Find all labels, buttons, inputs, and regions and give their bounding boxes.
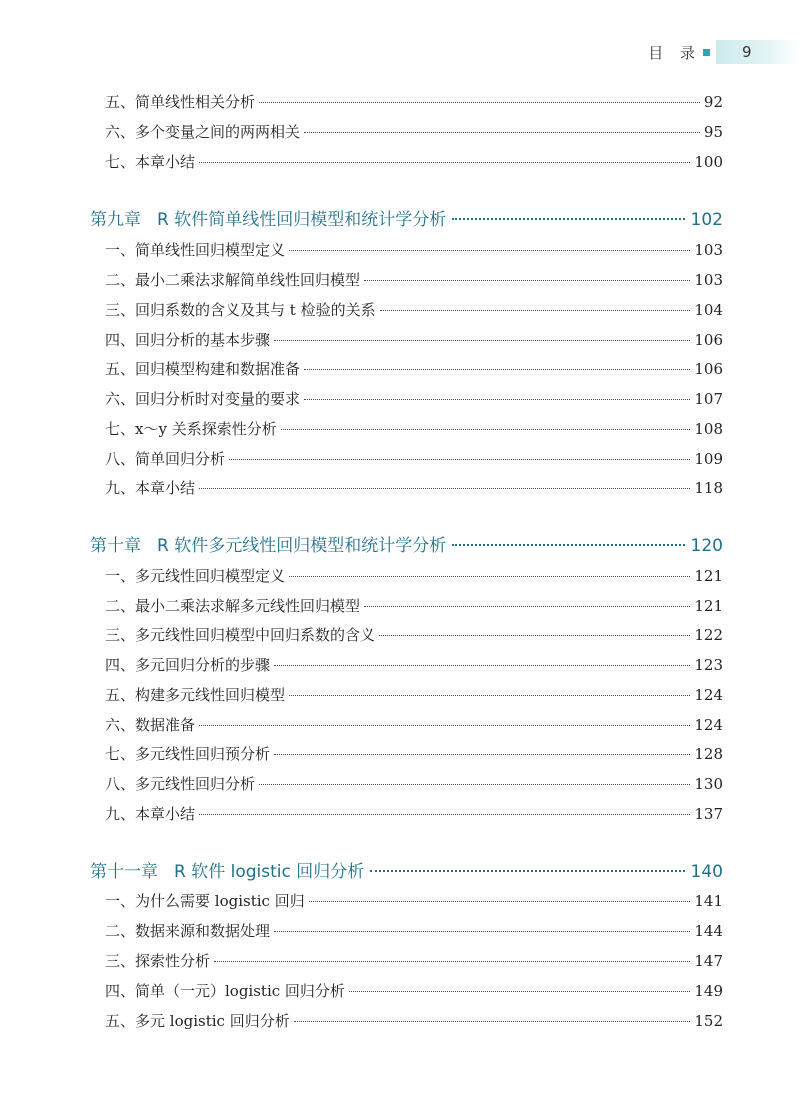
chapter-page: 140 xyxy=(690,862,723,882)
toc-entry[interactable] xyxy=(105,951,723,971)
toc-entry-page: 137 xyxy=(694,805,723,823)
toc-entry[interactable] xyxy=(105,566,723,586)
toc-entry[interactable] xyxy=(105,804,723,824)
dot-leader xyxy=(274,754,690,755)
header-marker xyxy=(703,49,710,56)
chapter-number: 第十一章 xyxy=(90,862,158,882)
toc-entry[interactable] xyxy=(105,596,723,616)
chapter-number: 第九章 xyxy=(90,210,141,230)
toc-entry-page: 130 xyxy=(694,775,723,793)
toc-entry-label: 一、为什么需要 logistic 回归 xyxy=(105,892,305,910)
toc-entry-label: 五、多元 logistic 回归分析 xyxy=(105,1012,290,1030)
toc-entry[interactable] xyxy=(105,981,723,1001)
toc-entry[interactable] xyxy=(105,625,723,645)
toc-entry-page: 100 xyxy=(694,153,723,171)
toc-entry-label: 五、简单线性相关分析 xyxy=(105,93,256,111)
toc-entry[interactable] xyxy=(105,240,723,260)
dot-leader xyxy=(452,218,684,220)
page-header xyxy=(648,38,800,66)
toc-entry-label: 二、数据来源和数据处理 xyxy=(105,922,271,940)
dot-leader xyxy=(259,102,700,103)
dot-leader xyxy=(289,250,690,251)
dot-leader xyxy=(199,725,690,726)
dot-leader xyxy=(259,784,690,785)
toc-entry-label: 五、回归模型构建和数据准备 xyxy=(105,360,301,378)
chapter-title: R 软件多元线性回归模型和统计学分析 xyxy=(157,536,447,556)
toc-entry[interactable] xyxy=(105,419,723,439)
dot-leader xyxy=(289,695,690,696)
chapter-title: R 软件 logistic 回归分析 xyxy=(174,862,365,882)
chapter-page: 102 xyxy=(690,210,723,230)
header-title: 目 录 xyxy=(648,43,701,62)
toc-entry-label: 六、回归分析时对变量的要求 xyxy=(105,390,301,408)
dot-leader xyxy=(274,665,690,666)
dot-leader xyxy=(364,280,690,281)
toc-chapter[interactable] xyxy=(90,535,723,557)
toc-entry[interactable] xyxy=(105,300,723,320)
toc-entry-label: 三、多元线性回归模型中回归系数的含义 xyxy=(105,626,376,644)
toc-entry-label: 六、多个变量之间的两两相关 xyxy=(105,123,301,141)
toc-entry-label: 五、构建多元线性回归模型 xyxy=(105,686,286,704)
toc-entry[interactable] xyxy=(105,270,723,290)
toc-entry-page: 121 xyxy=(694,597,723,615)
toc-entry[interactable] xyxy=(105,449,723,469)
toc-chapter[interactable] xyxy=(90,209,723,231)
toc-entry-page: 104 xyxy=(694,301,723,319)
dot-leader xyxy=(199,488,690,489)
dot-leader xyxy=(452,544,684,546)
toc-entry-page: 152 xyxy=(694,1012,723,1030)
toc-entry[interactable] xyxy=(105,744,723,764)
chapter-title: R 软件简单线性回归模型和统计学分析 xyxy=(157,210,447,230)
dot-leader xyxy=(364,606,690,607)
dot-leader xyxy=(289,576,690,577)
dot-leader xyxy=(379,635,690,636)
toc-entry-page: 95 xyxy=(703,123,723,141)
toc-entry-page: 92 xyxy=(703,93,723,111)
toc-entry-page: 107 xyxy=(694,390,723,408)
toc-chapter[interactable] xyxy=(90,861,723,883)
toc-entry-page: 141 xyxy=(694,892,723,910)
toc-entry[interactable] xyxy=(105,152,723,172)
toc-entry[interactable] xyxy=(105,122,723,142)
toc-entry-page: 103 xyxy=(694,241,723,259)
toc-entry-label: 四、多元回归分析的步骤 xyxy=(105,656,271,674)
toc-entry[interactable] xyxy=(105,478,723,498)
toc-entry[interactable] xyxy=(105,1011,723,1031)
toc-entry-label: 九、本章小结 xyxy=(105,805,196,823)
toc-entry-label: 三、回归系数的含义及其与 t 检验的关系 xyxy=(105,301,376,319)
dot-leader xyxy=(274,931,690,932)
toc-entry[interactable] xyxy=(105,389,723,409)
toc-entry[interactable] xyxy=(105,359,723,379)
toc-entry[interactable] xyxy=(105,921,723,941)
toc-entry-label: 一、简单线性回归模型定义 xyxy=(105,241,286,259)
dot-leader xyxy=(229,459,690,460)
toc-entry[interactable] xyxy=(105,891,723,911)
toc-entry-label: 七、本章小结 xyxy=(105,153,196,171)
toc-entry-label: 四、回归分析的基本步骤 xyxy=(105,331,271,349)
toc-entry-page: 103 xyxy=(694,271,723,289)
toc-entry-label: 九、本章小结 xyxy=(105,479,196,497)
dot-leader xyxy=(199,814,690,815)
dot-leader xyxy=(274,340,690,341)
toc-entry-label: 八、简单回归分析 xyxy=(105,450,226,468)
toc-entry-page: 149 xyxy=(694,982,723,1000)
dot-leader xyxy=(214,961,690,962)
header-page-number: 9 xyxy=(716,40,800,64)
dot-leader xyxy=(304,399,690,400)
toc-entry-page: 128 xyxy=(694,745,723,763)
dot-leader xyxy=(281,429,691,430)
toc-entry-label: 二、最小二乘法求解多元线性回归模型 xyxy=(105,597,361,615)
toc-entry-page: 147 xyxy=(694,952,723,970)
chapter-page: 120 xyxy=(690,536,723,556)
toc-entry-page: 109 xyxy=(694,450,723,468)
toc-entry[interactable] xyxy=(105,685,723,705)
toc-entry-label: 八、多元线性回归分析 xyxy=(105,775,256,793)
toc-entry-page: 144 xyxy=(694,922,723,940)
toc-entry[interactable] xyxy=(105,655,723,675)
toc-entry[interactable] xyxy=(105,330,723,350)
dot-leader xyxy=(294,1021,691,1022)
toc-entry-label: 六、数据准备 xyxy=(105,716,196,734)
toc-entry-label: 七、x～y 关系探索性分析 xyxy=(105,420,277,438)
toc-entry-page: 108 xyxy=(694,420,723,438)
dot-leader xyxy=(380,310,691,311)
toc-entry-label: 一、多元线性回归模型定义 xyxy=(105,567,286,585)
toc-entry[interactable] xyxy=(105,715,723,735)
toc-entry-label: 二、最小二乘法求解简单线性回归模型 xyxy=(105,271,361,289)
toc-entry-page: 124 xyxy=(694,686,723,704)
dot-leader xyxy=(309,901,691,902)
toc-entry-label: 七、多元线性回归预分析 xyxy=(105,745,271,763)
dot-leader xyxy=(304,132,700,133)
dot-leader xyxy=(199,162,690,163)
toc-entry-page: 106 xyxy=(694,360,723,378)
toc-entry-page: 118 xyxy=(694,479,723,497)
toc-entry-page: 121 xyxy=(694,567,723,585)
toc-entry-page: 123 xyxy=(694,656,723,674)
chapter-number: 第十章 xyxy=(90,536,141,556)
toc-entry-label: 三、探索性分析 xyxy=(105,952,211,970)
toc-entry-label: 四、简单（一元）logistic 回归分析 xyxy=(105,982,345,1000)
toc-entry[interactable] xyxy=(105,92,723,112)
dot-leader xyxy=(304,369,690,370)
dot-leader xyxy=(370,870,684,872)
toc-entry[interactable] xyxy=(105,774,723,794)
toc-entry-page: 106 xyxy=(694,331,723,349)
dot-leader xyxy=(349,991,690,992)
toc-entry-page: 124 xyxy=(694,716,723,734)
toc-entry-page: 122 xyxy=(694,626,723,644)
